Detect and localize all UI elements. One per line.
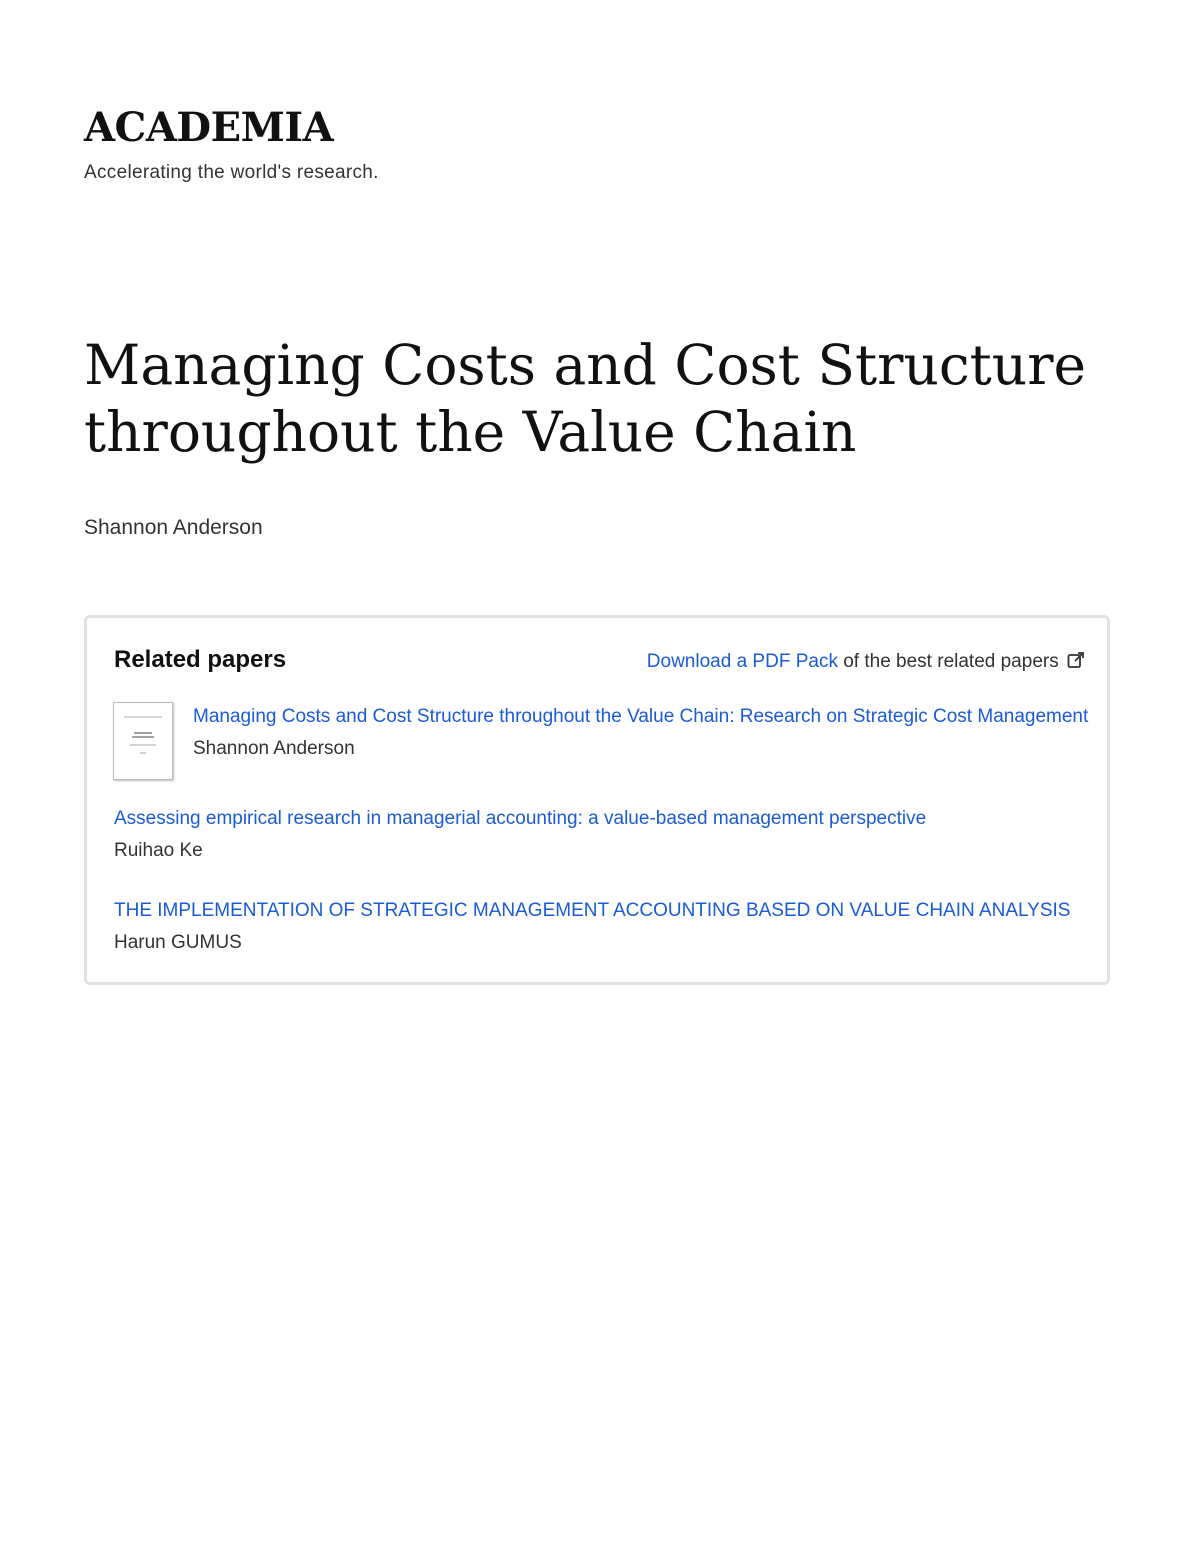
related-paper-item [114, 806, 1089, 864]
related-papers-box [84, 615, 1110, 985]
related-paper-title[interactable]: THE IMPLEMENTATION OF STRATEGIC MANAGEMENT ACCOUNTING BASED ON VALUE CHAIN ANALYSIS [114, 900, 1071, 921]
related-paper-title[interactable]: Assessing empirical research in managerial accounting: a value-based management perspective [114, 808, 927, 829]
related-papers-heading: Related papers [114, 646, 287, 673]
related-paper-item [193, 704, 1089, 762]
related-paper-author: Shannon Anderson [193, 738, 355, 759]
download-pdf-pack-link[interactable]: Download a PDF Pack [646, 651, 838, 672]
paper-author: Shannon Anderson [84, 516, 263, 539]
download-pack-suffix: of the best related papers [843, 651, 1059, 672]
tagline: Accelerating the world's research. [84, 162, 379, 183]
download-pack [647, 651, 1085, 675]
related-paper-author: Ruihao Ke [114, 840, 203, 861]
related-paper-title[interactable]: Managing Costs and Cost Structure throughout the Value Chain: Research on Strategic Cost Management [193, 706, 1089, 727]
related-paper-item [114, 898, 1089, 956]
external-link-icon[interactable] [1067, 651, 1085, 675]
academia-logo[interactable]: ACADEMIA [84, 104, 334, 151]
related-paper-author: Harun GUMUS [114, 932, 242, 953]
paper-title: Managing Costs and Cost Structure throughout the Value Chain [84, 333, 1087, 464]
paper-thumbnail[interactable] [113, 702, 173, 780]
